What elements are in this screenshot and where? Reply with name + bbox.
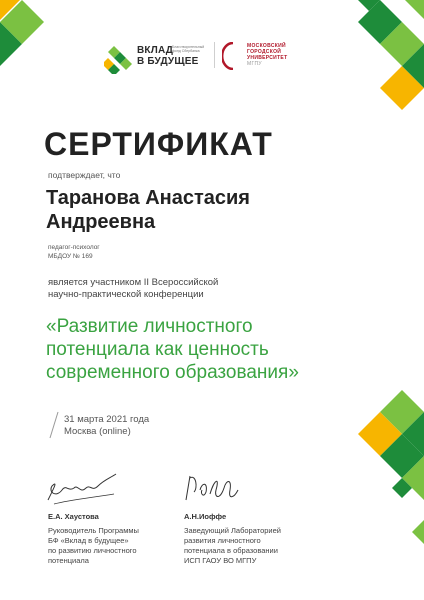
position-line2: МБДОУ № 169 <box>48 253 93 260</box>
university-line2: ГОРОДСКОЙ <box>247 49 282 55</box>
vklad-logo-icon <box>104 44 134 74</box>
university-abbr: МГПУ <box>247 61 262 67</box>
deco-square <box>412 520 424 544</box>
brand-line2: В БУДУЩЕЕ <box>137 56 199 67</box>
brand-subtitle: Благотворительный фонд Сбербанка <box>172 45 205 53</box>
recipient-name-line2: Андреевна <box>46 211 156 233</box>
date-line1: 31 марта 2021 года <box>64 414 150 425</box>
university-name <box>247 43 287 67</box>
theme-line2: потенциала как ценность <box>46 339 269 360</box>
university-emblem-icon <box>222 42 244 70</box>
theme-line1: «Развитие личностного <box>46 316 253 337</box>
brand-line1: ВКЛАД <box>137 45 174 56</box>
role-left-line4: потенциала <box>48 556 89 565</box>
theme-line3: современного образования» <box>46 362 299 383</box>
header-divider <box>214 42 215 68</box>
university-line3: УНИВЕРСИТЕТ <box>247 55 288 61</box>
signatory-right-role <box>184 526 324 566</box>
date-slash-icon <box>48 410 60 440</box>
role-left-line3: по развитию личностного <box>48 546 137 555</box>
conference-theme <box>46 315 376 384</box>
signatory-left-role <box>48 526 178 566</box>
signature-right-image <box>180 470 240 506</box>
role-left-line2: БФ «Вклад в будущее» <box>48 536 129 545</box>
signature-right <box>184 512 324 566</box>
role-left-line1: Руководитель Программы <box>48 526 139 535</box>
university-line1: МОСКОВСКИЙ <box>247 43 286 49</box>
signatory-right-name: А.Н.Иоффе <box>184 512 227 521</box>
role-right-line3: потенциала в образовании <box>184 546 278 555</box>
confirms-text: подтверждает, что <box>48 170 121 180</box>
recipient-position <box>48 243 100 261</box>
role-right-line4: ИСП ГАОУ ВО МГПУ <box>184 556 257 565</box>
recipient-name <box>46 186 386 234</box>
header <box>0 40 424 80</box>
position-line1: педагог-психолог <box>48 244 100 251</box>
participant-line1: является участником II Всероссийской <box>48 277 219 288</box>
role-right-line2: развития личностного <box>184 536 261 545</box>
participant-line2: научно-практической конференции <box>48 289 204 300</box>
participant-text <box>48 277 348 301</box>
role-right-line1: Заведующий Лабораторией <box>184 526 281 535</box>
certificate-title: СЕРТИФИКАТ <box>44 126 273 162</box>
event-date <box>64 414 149 438</box>
recipient-name-line1: Таранова Анастасия <box>46 187 250 209</box>
signature-left-image <box>44 470 119 508</box>
signature-left <box>48 512 178 566</box>
signatory-left-name: Е.А. Хаустова <box>48 512 99 521</box>
date-line2: Москва (online) <box>64 426 131 437</box>
